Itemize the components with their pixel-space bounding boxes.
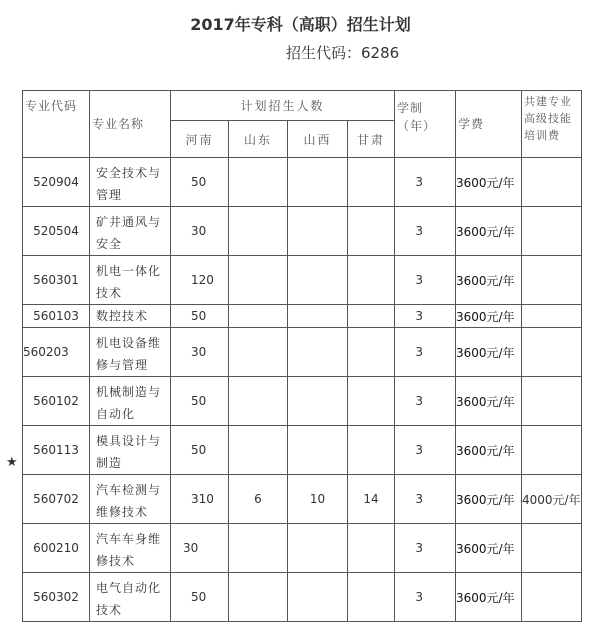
header-province-henan: 河南 [171, 121, 229, 158]
extra-fee-value [522, 377, 582, 426]
table-row [23, 573, 582, 622]
shandong-count [229, 377, 288, 426]
major-name: 机械制造与自动化 [90, 377, 171, 426]
header-extra-fee: 共建专业高级技能培训费 [522, 91, 582, 158]
star-icon: ★ [6, 455, 18, 470]
henan-count: 30 [171, 524, 229, 573]
extra-fee-value [522, 573, 582, 622]
years-value: 3 [395, 256, 456, 305]
gansu-count [348, 305, 395, 328]
extra-fee-value [522, 426, 582, 475]
table-row [23, 377, 582, 426]
fee-value: 3600元/年 [456, 207, 522, 256]
major-code: 560203 [23, 328, 90, 377]
header-province-shandong: 山东 [229, 121, 288, 158]
years-value: 3 [395, 207, 456, 256]
table-row [23, 475, 582, 524]
shanxi-count [288, 377, 348, 426]
shandong-count [229, 328, 288, 377]
header-code: 专业代码 [23, 91, 90, 158]
table-row [23, 256, 582, 305]
extra-fee-value [522, 328, 582, 377]
years-value: 3 [395, 158, 456, 207]
fee-value: 3600元/年 [456, 256, 522, 305]
page-title: 2017年专科（高职）招生计划 [190, 15, 411, 34]
years-value: 3 [395, 328, 456, 377]
major-name: 安全技术与管理 [90, 158, 171, 207]
extra-fee-value [522, 305, 582, 328]
gansu-count [348, 207, 395, 256]
years-value: 3 [395, 524, 456, 573]
fee-value: 3600元/年 [456, 475, 522, 524]
gansu-count [348, 377, 395, 426]
major-name: 汽车车身维修技术 [90, 524, 171, 573]
shanxi-count: 10 [288, 475, 348, 524]
table-row [23, 158, 582, 207]
shanxi-count [288, 305, 348, 328]
henan-count: 50 [171, 377, 229, 426]
enroll-code: 招生代码：6286 [286, 44, 400, 62]
gansu-count [348, 426, 395, 475]
henan-count: 50 [171, 426, 229, 475]
table-row [23, 524, 582, 573]
major-name: 数控技术 [90, 305, 171, 328]
shandong-count [229, 573, 288, 622]
shanxi-count [288, 328, 348, 377]
major-code: 520504 [23, 207, 90, 256]
gansu-count [348, 256, 395, 305]
header-province-gansu: 甘肃 [348, 121, 395, 158]
header-name: 专业名称 [90, 91, 171, 158]
header-plan: 计划招生人数 [171, 91, 395, 121]
shandong-count: 6 [229, 475, 288, 524]
years-value: 3 [395, 305, 456, 328]
henan-count: 30 [171, 207, 229, 256]
shandong-count [229, 158, 288, 207]
years-value: 3 [395, 475, 456, 524]
table-row [23, 328, 582, 377]
extra-fee-value: 4000元/年 [522, 475, 582, 524]
major-code: 560301 [23, 256, 90, 305]
henan-count: 30 [171, 328, 229, 377]
gansu-count [348, 573, 395, 622]
extra-fee-value [522, 524, 582, 573]
major-code: 560702 [23, 475, 90, 524]
fee-value: 3600元/年 [456, 524, 522, 573]
shanxi-count [288, 158, 348, 207]
fee-value: 3600元/年 [456, 377, 522, 426]
major-code: 560103 [23, 305, 90, 328]
fee-value: 3600元/年 [456, 305, 522, 328]
table-row [23, 207, 582, 256]
shanxi-count [288, 573, 348, 622]
years-value: 3 [395, 573, 456, 622]
major-code: 600210 [23, 524, 90, 573]
fee-value: 3600元/年 [456, 426, 522, 475]
extra-fee-value [522, 158, 582, 207]
shanxi-count [288, 256, 348, 305]
header-row [23, 91, 582, 121]
fee-value: 3600元/年 [456, 158, 522, 207]
major-name: 矿井通风与安全 [90, 207, 171, 256]
header-years: 学制（年） [395, 91, 456, 158]
gansu-count: 14 [348, 475, 395, 524]
header-fee: 学费 [456, 91, 522, 158]
years-value: 3 [395, 377, 456, 426]
fee-value: 3600元/年 [456, 328, 522, 377]
major-name: 机电设备维修与管理 [90, 328, 171, 377]
table-row [23, 426, 582, 475]
enrollment-table [22, 90, 582, 622]
major-name: 汽车检测与维修技术 [90, 475, 171, 524]
henan-count: 50 [171, 573, 229, 622]
gansu-count [348, 328, 395, 377]
header-province-shanxi: 山西 [288, 121, 348, 158]
major-code: 560102 [23, 377, 90, 426]
shandong-count [229, 256, 288, 305]
henan-count: 120 [171, 256, 229, 305]
extra-fee-value [522, 256, 582, 305]
shanxi-count [288, 207, 348, 256]
major-code: 560302 [23, 573, 90, 622]
henan-count: 310 [171, 475, 229, 524]
shanxi-count [288, 524, 348, 573]
shandong-count [229, 426, 288, 475]
major-name: 电气自动化技术 [90, 573, 171, 622]
shandong-count [229, 524, 288, 573]
shanxi-count [288, 426, 348, 475]
fee-value: 3600元/年 [456, 573, 522, 622]
major-name: 模具设计与制造 [90, 426, 171, 475]
major-code: 520904 [23, 158, 90, 207]
years-value: 3 [395, 426, 456, 475]
major-code: 560113 [23, 426, 90, 475]
gansu-count [348, 158, 395, 207]
henan-count: 50 [171, 158, 229, 207]
gansu-count [348, 524, 395, 573]
extra-fee-value [522, 207, 582, 256]
table-row [23, 305, 582, 328]
henan-count: 50 [171, 305, 229, 328]
shandong-count [229, 207, 288, 256]
shandong-count [229, 305, 288, 328]
major-name: 机电一体化技术 [90, 256, 171, 305]
